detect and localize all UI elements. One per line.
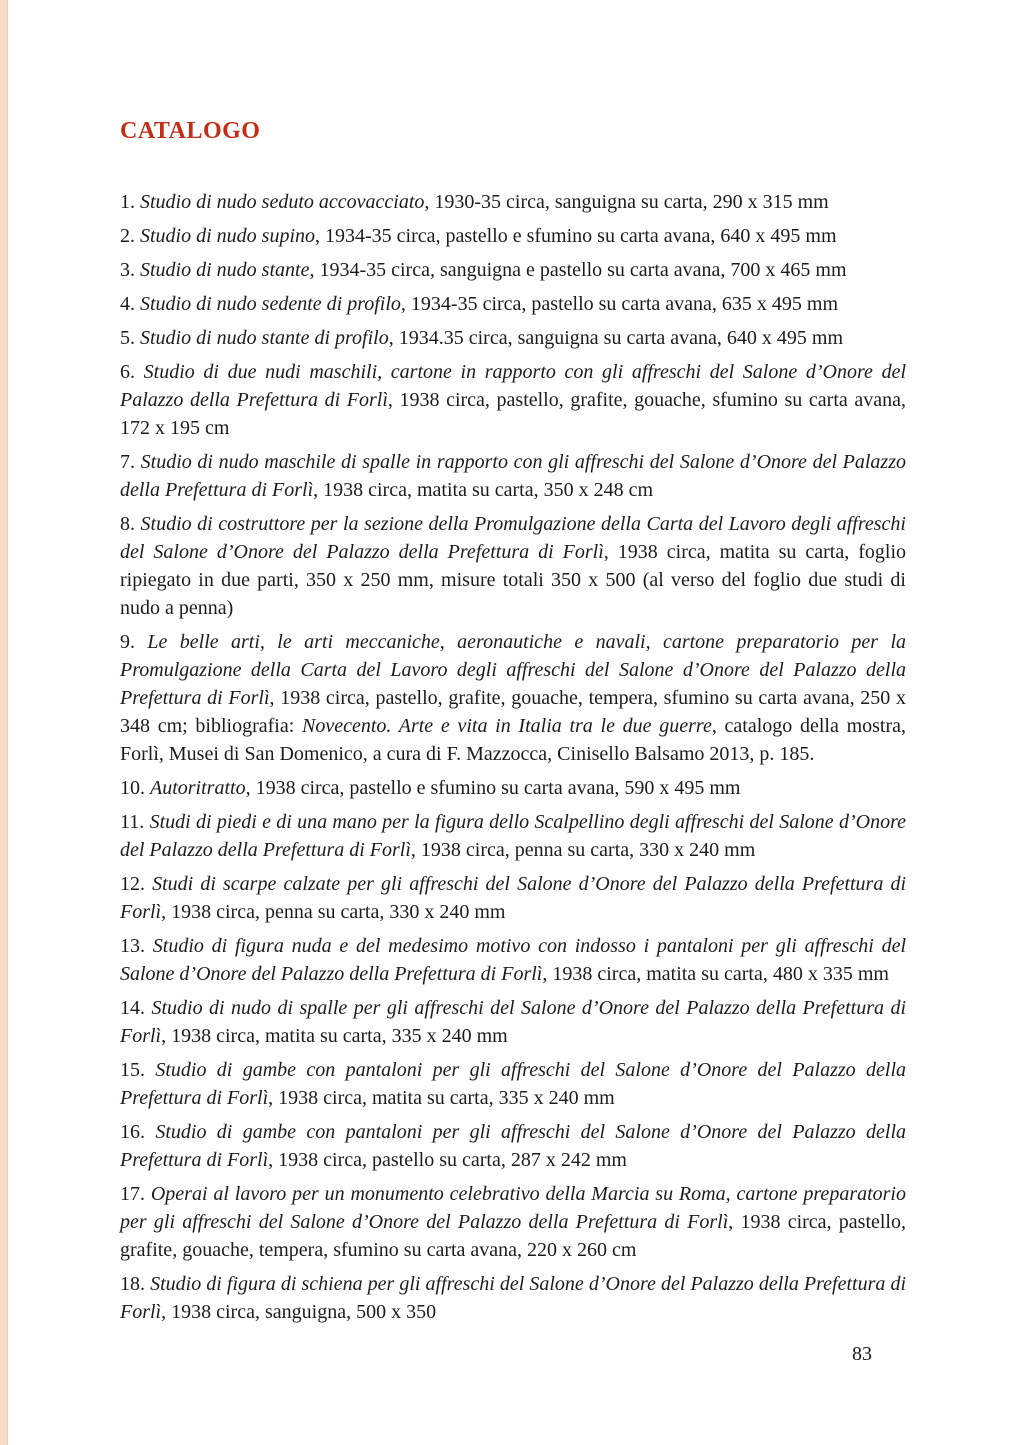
- catalog-entry: [120, 774, 906, 802]
- entry-detail-segment: , 1938 circa, pastello, grafite, gouache, sfumino su carta avana, 172 x 195 cm: [120, 389, 906, 439]
- entry-number: 9.: [120, 631, 148, 653]
- entry-number: 17.: [120, 1183, 151, 1205]
- entry-number: 16.: [120, 1121, 156, 1143]
- entry-title-segment: Studio di gambe con pantaloni per gli affreschi del Salone d’Onore del Palazzo della Prefettura di Forlì: [120, 1059, 906, 1109]
- page-edge-strip: [0, 0, 8, 1445]
- page-number: 83: [852, 1343, 872, 1365]
- entry-detail-segment: , 1938 circa, penna su carta, 330 x 240 mm: [410, 839, 756, 861]
- entry-detail-segment: , 1938 circa, pastello su carta, 287 x 242 mm: [268, 1149, 627, 1171]
- entry-detail-segment: , 1934-35 circa, pastello e sfumino su carta avana, 640 x 495 mm: [315, 225, 837, 247]
- entry-number: 4.: [120, 293, 140, 315]
- entry-number: 6.: [120, 361, 144, 383]
- entry-title-segment: Novecento. Arte e vita in Italia tra le due guerre: [301, 715, 712, 737]
- entry-title-segment: Studio di nudo stante di profilo: [140, 327, 389, 349]
- catalog-entry: [120, 188, 906, 216]
- entry-number: 15.: [120, 1059, 156, 1081]
- entry-title-segment: Studio di nudo maschile di spalle in rapporto con gli affreschi del Salone d’Onore del Palazzo della Prefettura di Forlì: [120, 451, 906, 501]
- entry-title-segment: Studio di nudo supino: [140, 225, 316, 247]
- entry-number: 10.: [120, 777, 150, 799]
- entry-title-segment: Studio di nudo stante: [140, 259, 310, 281]
- catalog-entry: [120, 994, 906, 1050]
- page-title: CATALOGO: [120, 118, 261, 144]
- entry-title-segment: Studio di nudo di spalle per gli affreschi del Salone d’Onore del Palazzo della Prefettura di Forlì: [120, 997, 907, 1047]
- catalog-entry: [120, 870, 906, 926]
- entry-number: 14.: [120, 997, 152, 1019]
- entry-number: 8.: [120, 513, 141, 535]
- entry-number: 7.: [120, 451, 141, 473]
- entry-detail-segment: , 1938 circa, pastello e sfumino su carta avana, 590 x 495 mm: [245, 777, 741, 799]
- entry-detail-segment: , catalogo della mostra, Forlì, Musei di San Domenico, a cura di F. Mazzocca, Cinisello Balsamo 2013, p. 185.: [120, 715, 906, 765]
- entry-detail-segment: , 1938 circa, pastello, grafite, gouache, tempera, sfumino su carta avana, 250 x 348 cm; bibliografia:: [120, 687, 906, 737]
- entry-title-segment: Studio di nudo sedente di profilo: [140, 293, 401, 315]
- catalog-entry: [120, 290, 906, 318]
- catalog-entry: [120, 324, 906, 352]
- catalog-entry: [120, 808, 906, 864]
- entry-number: 1.: [120, 191, 140, 213]
- catalog-entry: [120, 510, 906, 622]
- entry-detail-segment: , 1938 circa, matita su carta, 350 x 248 cm: [313, 479, 654, 501]
- entry-detail-segment: , 1938 circa, matita su carta, 480 x 335 mm: [542, 963, 889, 985]
- entry-title-segment: Studio di figura di schiena per gli affreschi del Salone d’Onore del Palazzo della Prefettura di Forlì: [120, 1273, 907, 1323]
- entry-title-segment: Studio di costruttore per la sezione della Promulgazione della Carta del Lavoro degli affreschi del Salone d’Onore del Palazzo della Prefettura di Forlì: [120, 513, 906, 563]
- entry-title-segment: Autoritratto: [150, 777, 246, 799]
- catalog-entry: [120, 1118, 906, 1174]
- entry-detail-segment: , 1934-35 circa, sanguigna e pastello su carta avana, 700 x 465 mm: [309, 259, 847, 281]
- entry-title-segment: Studi di scarpe calzate per gli affreschi del Salone d’Onore del Palazzo della Prefettura di Forlì: [120, 873, 907, 923]
- entry-number: 13.: [120, 935, 153, 957]
- catalog-entry: [120, 1270, 906, 1326]
- entry-detail-segment: , 1938 circa, matita su carta, foglio ripiegato in due parti, 350 x 250 mm, misure totali 350 x 500 (al verso del foglio due studi di nudo a penna): [120, 541, 907, 619]
- catalog-entry: [120, 448, 906, 504]
- entry-detail-segment: , 1934.35 circa, sanguigna su carta avana, 640 x 495 mm: [388, 327, 844, 349]
- catalog-entry: [120, 1180, 906, 1264]
- entry-number: 5.: [120, 327, 140, 349]
- entry-title-segment: Studio di nudo seduto accovacciato: [140, 191, 425, 213]
- entry-title-segment: Le belle arti, le arti meccaniche, aeronautiche e navali, cartone preparatorio per la Promulgazione della Carta del Lavoro degli affreschi del Salone d’Onore del Palazzo della Prefettura di Forlì: [120, 631, 907, 709]
- entry-detail-segment: , 1938 circa, matita su carta, 335 x 240 mm: [161, 1025, 508, 1047]
- entry-number: 12.: [120, 873, 153, 895]
- entry-number: 3.: [120, 259, 140, 281]
- entry-detail-segment: , 1938 circa, penna su carta, 330 x 240 mm: [161, 901, 506, 923]
- catalog-entry: [120, 1056, 906, 1112]
- entry-number: 11.: [120, 811, 150, 833]
- entry-number: 18.: [120, 1273, 151, 1295]
- catalog-entries: [120, 188, 906, 1326]
- catalog-entry: [120, 358, 906, 442]
- entry-detail-segment: , 1938 circa, sanguigna, 500 x 350: [161, 1301, 437, 1323]
- entry-detail-segment: , 1934-35 circa, pastello su carta avana, 635 x 495 mm: [400, 293, 839, 315]
- entry-title-segment: Operai al lavoro per un monumento celebrativo della Marcia su Roma, cartone preparatorio per gli affreschi del Salone d’Onore del Palazzo della Prefettura di Forlì: [120, 1183, 906, 1233]
- entry-detail-segment: , 1938 circa, matita su carta, 335 x 240 mm: [268, 1087, 615, 1109]
- entry-detail-segment: , 1938 circa, pastello, grafite, gouache, tempera, sfumino su carta avana, 220 x 260 cm: [120, 1211, 906, 1261]
- catalog-entry: [120, 628, 906, 768]
- catalog-entry: [120, 256, 906, 284]
- entry-detail-segment: , 1930-35 circa, sanguigna su carta, 290 x 315 mm: [424, 191, 829, 213]
- page-content: [120, 118, 906, 1332]
- entry-title-segment: Studio di figura nuda e del medesimo motivo con indosso i pantaloni per gli affreschi del Salone d’Onore del Palazzo della Prefettura di Forlì: [120, 935, 907, 985]
- entry-title-segment: Studio di due nudi maschili, cartone in rapporto con gli affreschi del Salone d’Onore del Palazzo della Prefettura di Forlì: [120, 361, 906, 411]
- entry-title-segment: Studio di gambe con pantaloni per gli affreschi del Salone d’Onore del Palazzo della Prefettura di Forlì: [120, 1121, 906, 1171]
- entry-number: 2.: [120, 225, 140, 247]
- entry-title-segment: Studi di piedi e di una mano per la figura dello Scalpellino degli affreschi del Salone d’Onore del Palazzo della Prefettura di Forlì: [120, 811, 907, 861]
- catalog-entry: [120, 932, 906, 988]
- catalog-entry: [120, 222, 906, 250]
